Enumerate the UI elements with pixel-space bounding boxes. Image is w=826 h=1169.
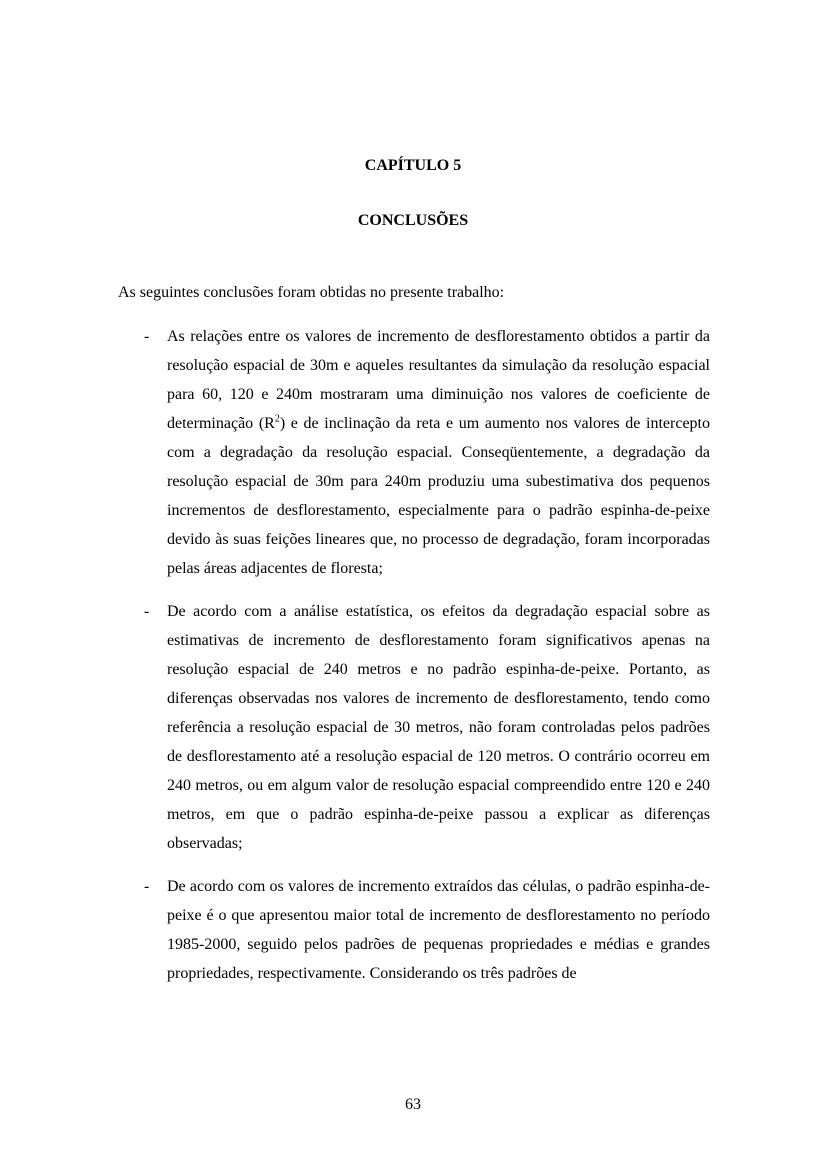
superscript: 2 bbox=[274, 413, 280, 425]
list-item-text: De acordo com os valores de incremento extraídos das células, o padrão espinha-de-peixe é o que apresentou maior total de incremento de desflorestamento no período 1985-2000, seguido pelos padrões de pequenas propriedades e médias e grandes propriedades, respectivamente. Considerando os três padrões de bbox=[167, 878, 710, 982]
list-item-text: De acordo com a análise estatística, os efeitos da degradação espacial sobre as estimativas de incremento de desflorestamento foram significativos apenas na resolução espacial de 240 metros e no padrão espinha-de-peixe. Portanto, as diferenças observadas nos valores de incremento de desflorestamento, tendo como referência a resolução espacial de 30 metros, não foram controladas pelos padrões de desflorestamento até a resolução espacial de 120 metros. O contrário ocorreu em 240 metros, ou em algum valor de resolução espacial compreendido entre 120 e 240 metros, em que o padrão espinha-de-peixe passou a explicar as diferenças observadas; bbox=[167, 603, 710, 852]
chapter-title: CONCLUSÕES bbox=[357, 212, 469, 229]
conclusions-list bbox=[0, 322, 826, 1002]
list-item bbox=[0, 322, 826, 583]
chapter-label: CAPÍTULO 5 bbox=[364, 157, 462, 174]
list-bullet: - bbox=[144, 328, 150, 345]
list-item-text-part: ) e de inclinação da reta e um aumento nos valores de intercepto com a degradação da resolução espacial. Conseqüentemente, a degradação da resolução espacial de 30m para 240m produziu uma subestimativa dos pequenos incrementos de desflorestamento, especialmente para o padrão espinha-de-peixe devido às suas feições lineares que, no processo de degradação, foram incorporadas pelas áreas adjacentes de floresta; bbox=[167, 415, 710, 577]
list-bullet: - bbox=[144, 878, 150, 895]
intro-paragraph: As seguintes conclusões foram obtidas no presente trabalho: bbox=[118, 284, 505, 301]
list-bullet: - bbox=[144, 603, 150, 620]
page-number: 63 bbox=[405, 1096, 421, 1113]
list-item-text-part: As relações entre os valores de incremento de desflorestamento obtidos a partir da resolução espacial de 30m e aqueles resultantes da simulação da resolução espacial para 60, 120 e 240m mostraram uma diminuição nos valores de coeficiente de determinação (R bbox=[167, 328, 710, 432]
list-item bbox=[0, 872, 826, 988]
list-item-text bbox=[167, 322, 710, 583]
list-item bbox=[0, 597, 826, 858]
